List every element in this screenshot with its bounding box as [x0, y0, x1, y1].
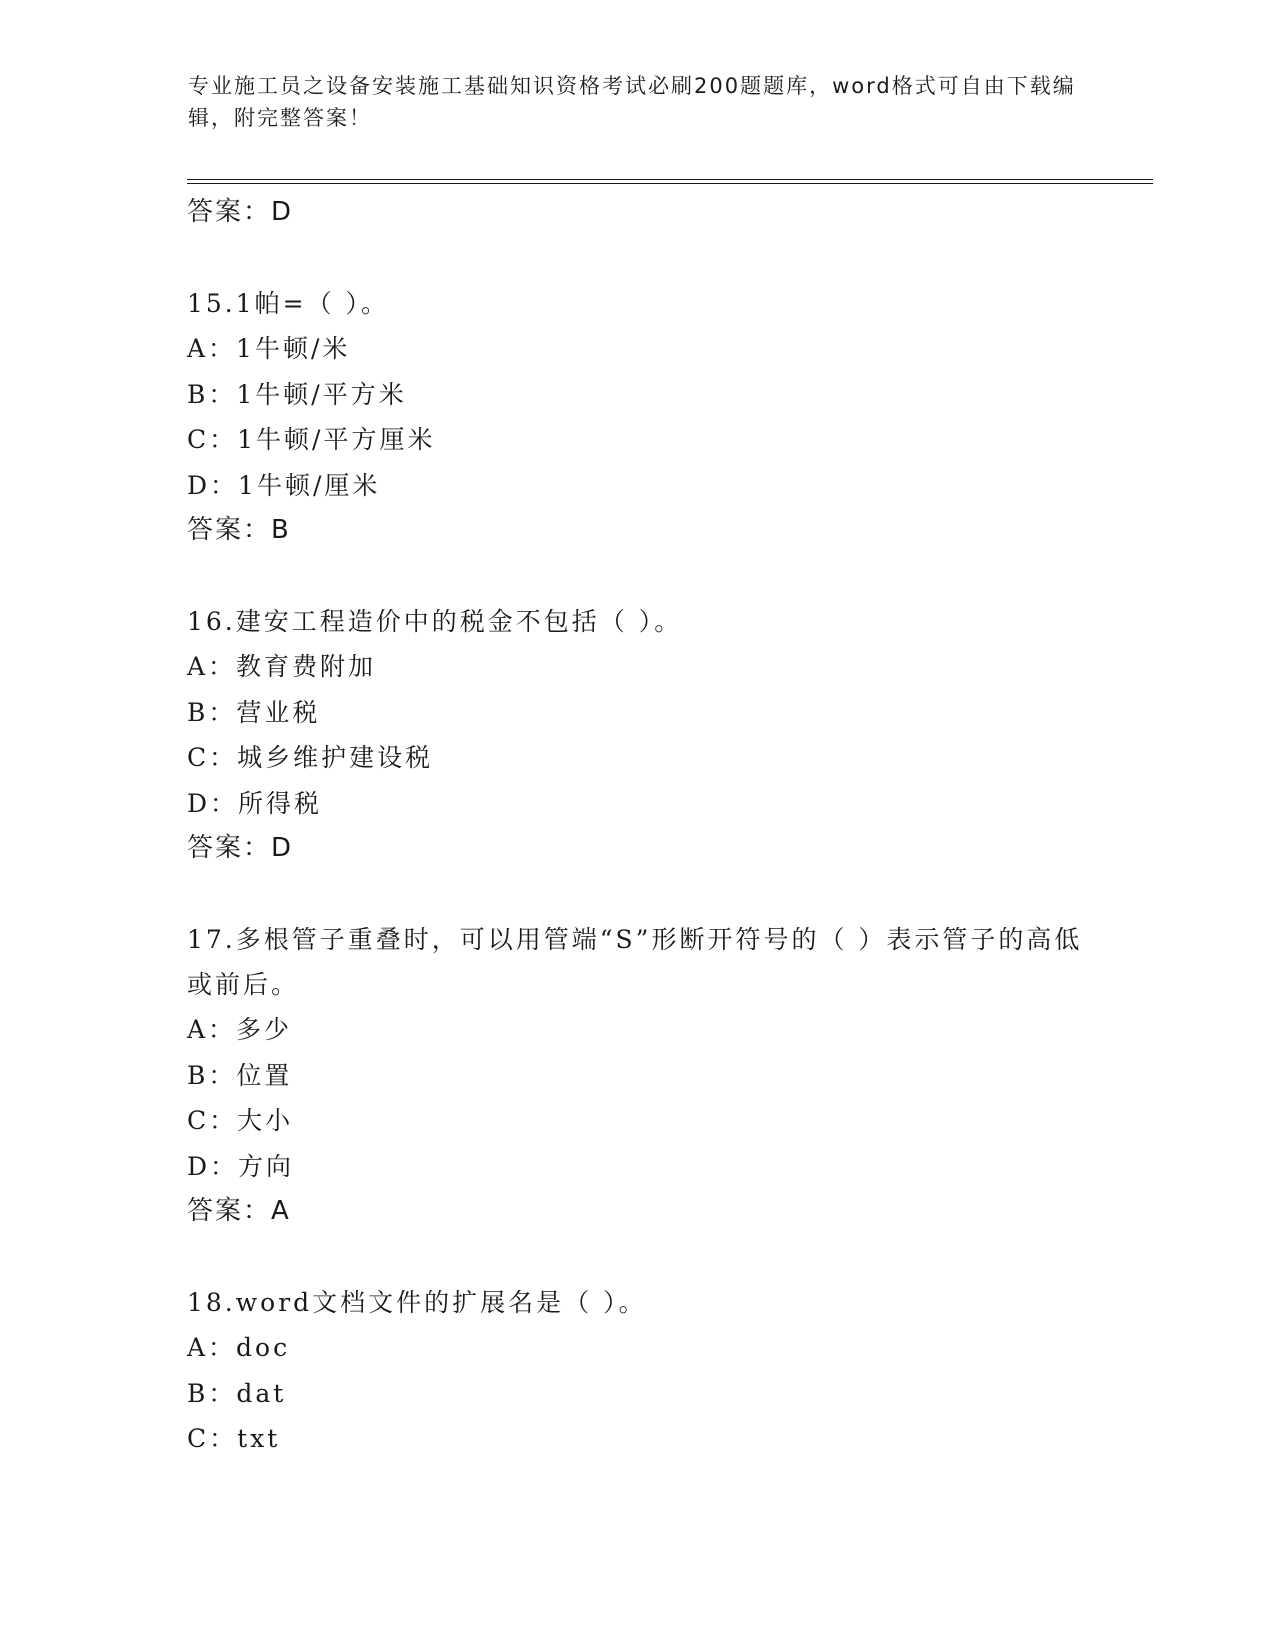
option-c: C：txt: [187, 1424, 281, 1453]
document-body: [187, 190, 1087, 1462]
answer-line: 答案：D: [187, 197, 294, 227]
option-c: C：1牛顿/平方厘米: [187, 425, 436, 454]
option-a: A：doc: [187, 1333, 291, 1362]
question-block-17: [187, 917, 1087, 1233]
spacer: [187, 552, 1087, 599]
question-stem: 15.1帕=（ ）。: [187, 289, 390, 318]
option-a: A：教育费附加: [187, 652, 377, 681]
option-b: B：位置: [187, 1060, 293, 1090]
option-a: A：1牛顿/米: [187, 334, 351, 363]
document-header: 专业施工员之设备安装施工基础知识资格考试必刷200题题库，word格式可自由下载编辑，附完整答案！: [188, 74, 1076, 130]
option-d: D：1牛顿/厘米: [187, 470, 381, 500]
option-a: A：多少: [187, 1015, 293, 1044]
option-b: B：dat: [187, 1378, 287, 1408]
question-stem: 18.word文档文件的扩展名是（ ）。: [187, 1288, 647, 1317]
answer-line: 答案：B: [187, 515, 291, 545]
question-block-18: [187, 1280, 1087, 1462]
spacer: [187, 1233, 1087, 1280]
question-block-15: [187, 281, 1087, 552]
option-c: C：大小: [187, 1106, 294, 1135]
answer-line: 答案：D: [187, 833, 294, 863]
option-b: B：1牛顿/平方米: [187, 379, 407, 409]
spacer: [187, 870, 1087, 917]
header-rule-bottom: [187, 183, 1153, 184]
answer-line: 答案：A: [187, 1196, 291, 1226]
question-stem: 16.建安工程造价中的税金不包括（ ）。: [187, 607, 683, 636]
option-c: C：城乡维护建设税: [187, 743, 434, 772]
option-d: D：所得税: [187, 788, 323, 818]
option-d: D：方向: [187, 1151, 295, 1181]
question-block-16: [187, 599, 1087, 870]
option-b: B：营业税: [187, 697, 321, 727]
question-stem: 17.多根管子重叠时，可以用管端“S”形断开符号的（ ）表示管子的高低或前后。: [187, 925, 1083, 999]
spacer: [187, 234, 1087, 281]
header-rule-top: [187, 179, 1153, 180]
